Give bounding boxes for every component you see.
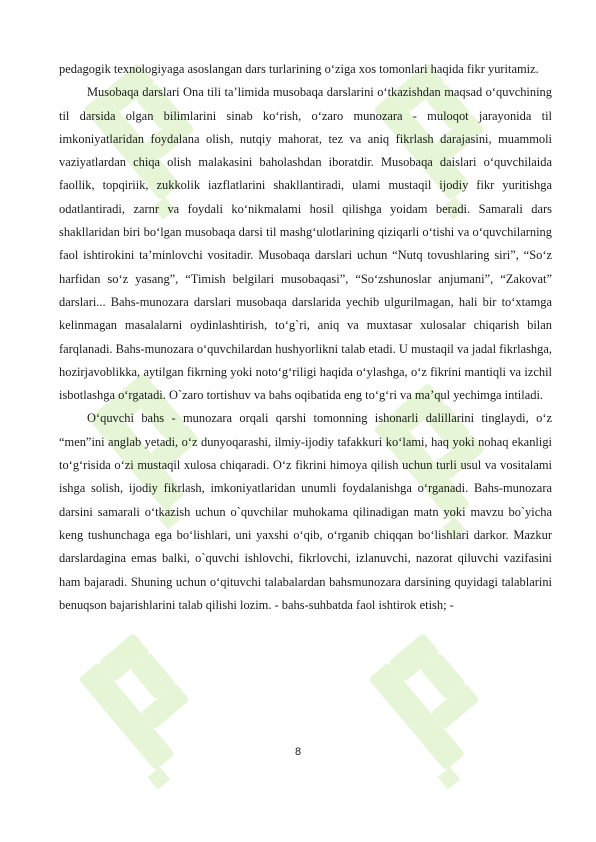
watermark-logo <box>65 610 235 810</box>
paragraph: pedagogik texnologiyaga asoslangan dars turlarining o‘ziga xos tomonlari haqida fikr yuritamiz. <box>59 62 539 76</box>
paragraph: Musobaqa darslari Ona tili ta’limida musobaqa darslarini o‘tkazishdan maqsad o‘quvchining til darsida olgan bilimlarini sinab ko‘rish, o‘zaro munozara - muloqot jarayonida til imkoniyatlaridan foydalana olish, nutqiy mahorat, tez va aniq fikrlash darajasini, muammoli vaziyatlardan chiqa olish malakasini baholashdan iboratdir. Musobaqa daislari o‘quvchilaida faollik, topqiriik, zukkolik iazflatlarini shakllantiradi, ulami mustaqil ijodiy fikr yuritishga odatlantiradi, zarnr va foydali ko‘nikmalami hosil qilishga yoidam beradi. Samarali dars shakllaridan biri bo‘lgan musobaqa darsi til mashg‘ulotlarining qiziqarli o‘tishi va o‘quvchilarning faol ishtirokini ta’minlovchi vositadir. Musobaqa darslari uchun “Nutq tovushlaring siri”, “So‘z harfidan so‘z yasang”, “Timish belgilari musobaqasi”, “So‘zshunoslar anjumani”, “Zakovat” darslari... Bahs-munozara darslari musobaqa darslarida yechib ulgurilmagan, hali bir to‘xtamga kelinmagan masalalarni oydinlashtirish, to‘g`ri, aniq va muxtasar xulosalar chiqarish bilan farqlanadi. Bahs-munozara o‘quvchilardan hushyorlikni talab etadi. U mustaqil va jadal fikrlashga, hozirjavoblikka, aytilgan fikrning yoki noto‘g‘riligi haqida o‘ylashga, o‘z fikrini mantiqli va izchil isbotlashga o‘rgatadi. O`zaro tortishuv va bahs oqibatida eng to‘g‘ri va ma’qul yechimga intiladi. <box>59 85 552 403</box>
watermark-logo <box>355 610 525 810</box>
page-number: 8 <box>294 746 302 758</box>
paragraph: O‘quvchi bahs - munozara orqali qarshi tomonning ishonarli dalillarini tinglaydi, o‘z “men”ini anglab yetadi, o‘z dunyoqarashi, ilmiy-ijodiy tafakkuri ko‘lami, haq yoki nohaq ekanligi to‘g‘risida o‘zi mustaqil xulosa chiqaradi. O‘z fikrini himoya qilish uchun turli usul va vositalami ishga solish, ijodiy fikrlash, imkoniyatlaridan unumli foydalanishga o‘rganadi. Bahs-munozara darsini samarali o‘tkazish uchun o`quvchilar muhokama qilinadigan matn yoki mavzu bo`yicha keng tushunchaga ega bo‘lishlari, uni yaxshi o‘qib, o‘rganib chiqqan bo‘lishlari darkor. Mazkur darslardagina emas balki, o`quvchi ishlovchi, fikrlovchi, izlanuvchi, nazorat qiluvchi vazifasini ham bajaradi. Shuning uchun o‘qituvchi talabalardan bahsmunozara darsining quyidagi talablarini benuqson bajarishlarini talab qilishi lozim. - bahs-suhbatda faol ishtirok etish; - <box>59 411 552 612</box>
body-text <box>59 58 552 617</box>
